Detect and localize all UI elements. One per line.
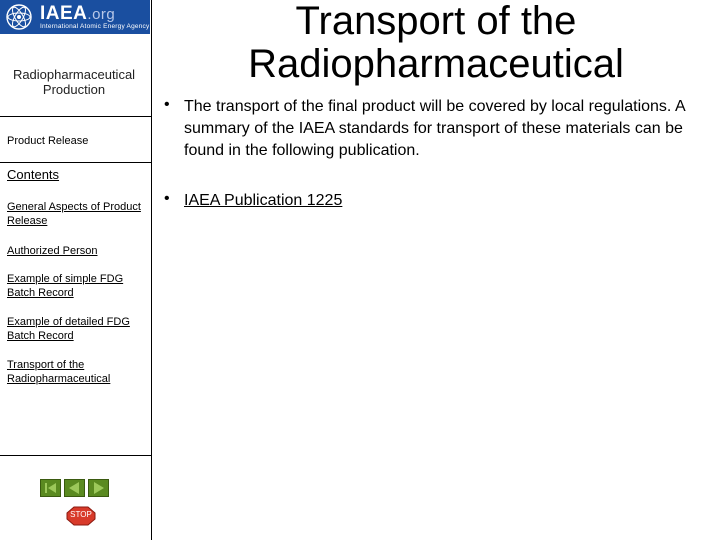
arrow-left-icon xyxy=(65,480,84,496)
bullet-marker: • xyxy=(164,190,170,207)
iaea-logo[interactable] xyxy=(0,0,150,34)
iaea-publication-link[interactable]: IAEA Publication 1225 xyxy=(184,192,343,209)
atom-globe-icon xyxy=(4,3,34,31)
stop-label: STOP xyxy=(70,510,92,519)
sidebar xyxy=(0,0,152,540)
divider xyxy=(0,116,152,117)
logo-name: IAEA xyxy=(40,3,88,24)
nav-item-general-aspects[interactable]: General Aspects of Product Release xyxy=(7,201,141,227)
first-slide-icon xyxy=(41,480,60,496)
nav-item-transport[interactable]: Transport of the Radiopharmaceutical xyxy=(7,359,111,385)
sidebar-title: Radiopharmaceutical Production xyxy=(12,67,136,97)
slide-title: Transport of the Radiopharmaceutical xyxy=(248,0,624,86)
nav-item-simple-fdg-batch-record[interactable]: Example of simple FDG Batch Record xyxy=(7,273,124,299)
logo-wordmark xyxy=(40,3,115,25)
arrow-right-icon xyxy=(89,480,108,496)
previous-slide-button[interactable] xyxy=(64,479,85,497)
logo-domain: .org xyxy=(87,6,116,23)
nav-item-detailed-fdg-batch-record[interactable]: Example of detailed FDG Batch Record xyxy=(7,316,130,342)
contents-link[interactable]: Contents xyxy=(7,167,60,182)
first-slide-button[interactable] xyxy=(40,479,61,497)
next-slide-button[interactable] xyxy=(88,479,109,497)
logo-subtitle: International Atomic Energy Agency xyxy=(40,23,150,30)
bullet-transport-regulations: The transport of the final product will be covered by local regulations. A summary of the IAEA standards for transport of these materials can be found in the following publication. xyxy=(184,98,685,159)
divider xyxy=(0,162,152,163)
nav-item-authorized-person[interactable]: Authorized Person xyxy=(7,245,98,257)
bullet-marker: • xyxy=(164,96,170,113)
stop-button[interactable] xyxy=(66,506,96,526)
divider xyxy=(0,455,152,456)
section-label: Product Release xyxy=(7,135,89,147)
